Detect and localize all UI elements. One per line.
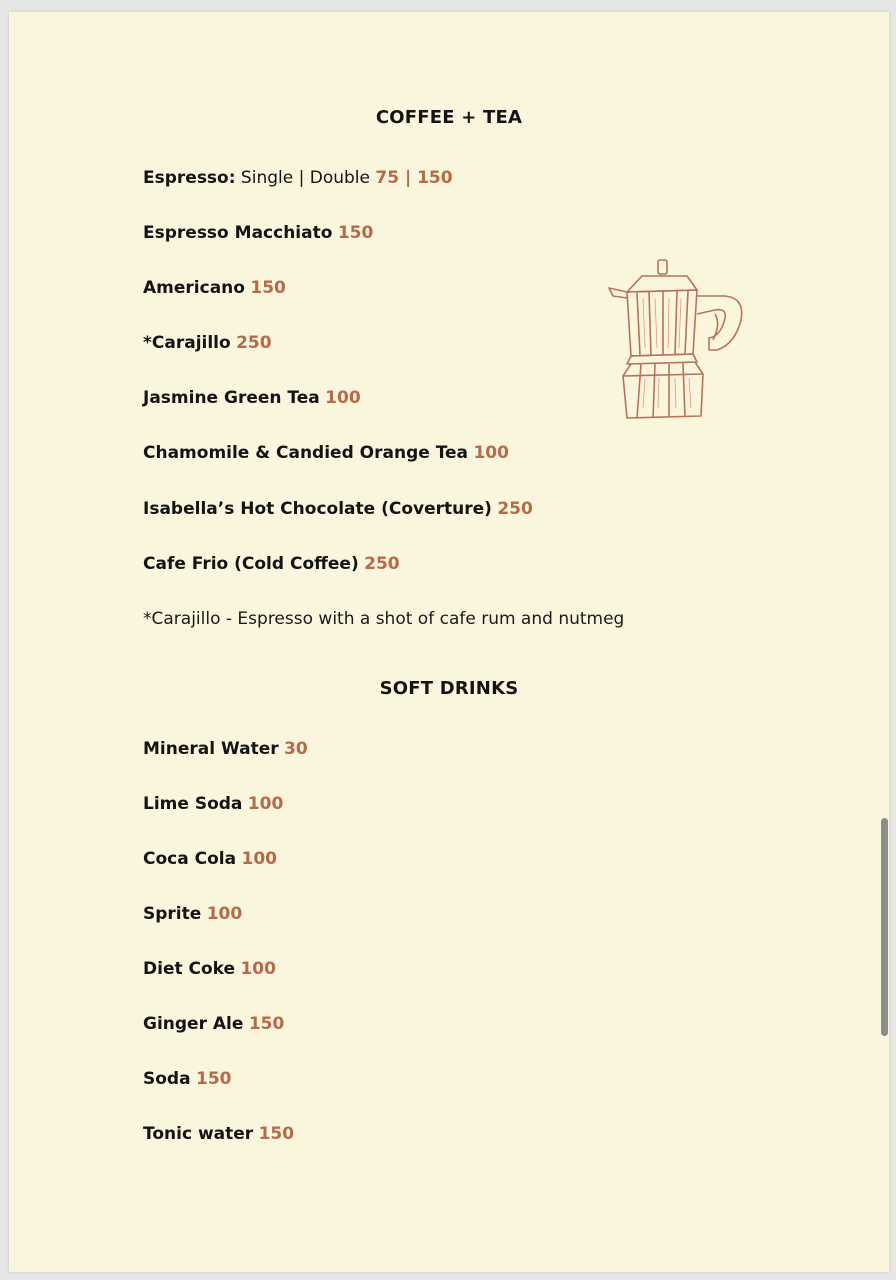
item-price: 75 | 150 (375, 168, 453, 188)
item-name: Diet Coke (143, 959, 236, 979)
item-name: Soda (143, 1069, 191, 1089)
item-name: Ginger Ale (143, 1014, 244, 1034)
menu-item (143, 443, 509, 463)
menu-item (143, 959, 276, 979)
item-name: Sprite (143, 904, 202, 924)
item-options: Single | Double (235, 168, 376, 188)
menu-item (143, 904, 242, 924)
item-name: Lime Soda (143, 794, 243, 814)
item-price: 150 (195, 1069, 232, 1089)
menu-item-espresso (143, 168, 453, 188)
menu-item (143, 278, 286, 298)
item-name: Americano (143, 278, 245, 298)
item-price: 100 (206, 904, 243, 924)
item-price: 30 (284, 739, 308, 759)
menu-item (143, 1014, 284, 1034)
scrollbar-thumb[interactable] (881, 818, 888, 1036)
item-name: Tonic water (143, 1124, 254, 1144)
menu-item (143, 849, 277, 869)
menu-item (143, 499, 533, 519)
item-price: 100 (247, 794, 284, 814)
menu-item (143, 223, 373, 243)
coffee-tea-heading: COFFEE + TEA (375, 107, 523, 128)
carajillo-footnote: *Carajillo - Espresso with a shot of cafe rum and nutmeg (143, 609, 625, 629)
item-price: 150 (258, 1124, 295, 1144)
menu-page (9, 12, 889, 1272)
soft-drinks-heading: SOFT DRINKS (379, 678, 519, 699)
item-name: Chamomile & Candied Orange Tea (143, 443, 469, 463)
menu-item (143, 794, 283, 814)
item-price: 250 (236, 333, 272, 353)
item-price: 250 (497, 499, 533, 519)
moka-pot-icon (597, 258, 747, 428)
item-name: Espresso Macchiato (143, 223, 333, 243)
item-name: Coca Cola (143, 849, 237, 869)
item-price: 250 (364, 554, 400, 574)
item-name: Jasmine Green Tea (143, 388, 320, 408)
menu-item (143, 554, 400, 574)
item-price: 150 (248, 1014, 285, 1034)
menu-item (143, 1124, 294, 1144)
item-name: *Carajillo (143, 333, 231, 353)
menu-item (143, 333, 272, 353)
item-price: 100 (241, 849, 277, 869)
item-name: Isabella’s Hot Chocolate (Coverture) (143, 499, 492, 519)
item-price: 100 (325, 388, 361, 408)
item-name: Mineral Water (143, 739, 279, 759)
menu-item (143, 1069, 231, 1089)
menu-item (143, 388, 361, 408)
item-price: 150 (250, 278, 286, 298)
menu-item (143, 739, 308, 759)
item-price: 150 (337, 223, 374, 243)
item-name: Cafe Frio (Cold Coffee) (143, 554, 359, 574)
item-price: 100 (473, 443, 509, 463)
item-price: 100 (240, 959, 276, 979)
item-name: Espresso: (143, 168, 236, 188)
